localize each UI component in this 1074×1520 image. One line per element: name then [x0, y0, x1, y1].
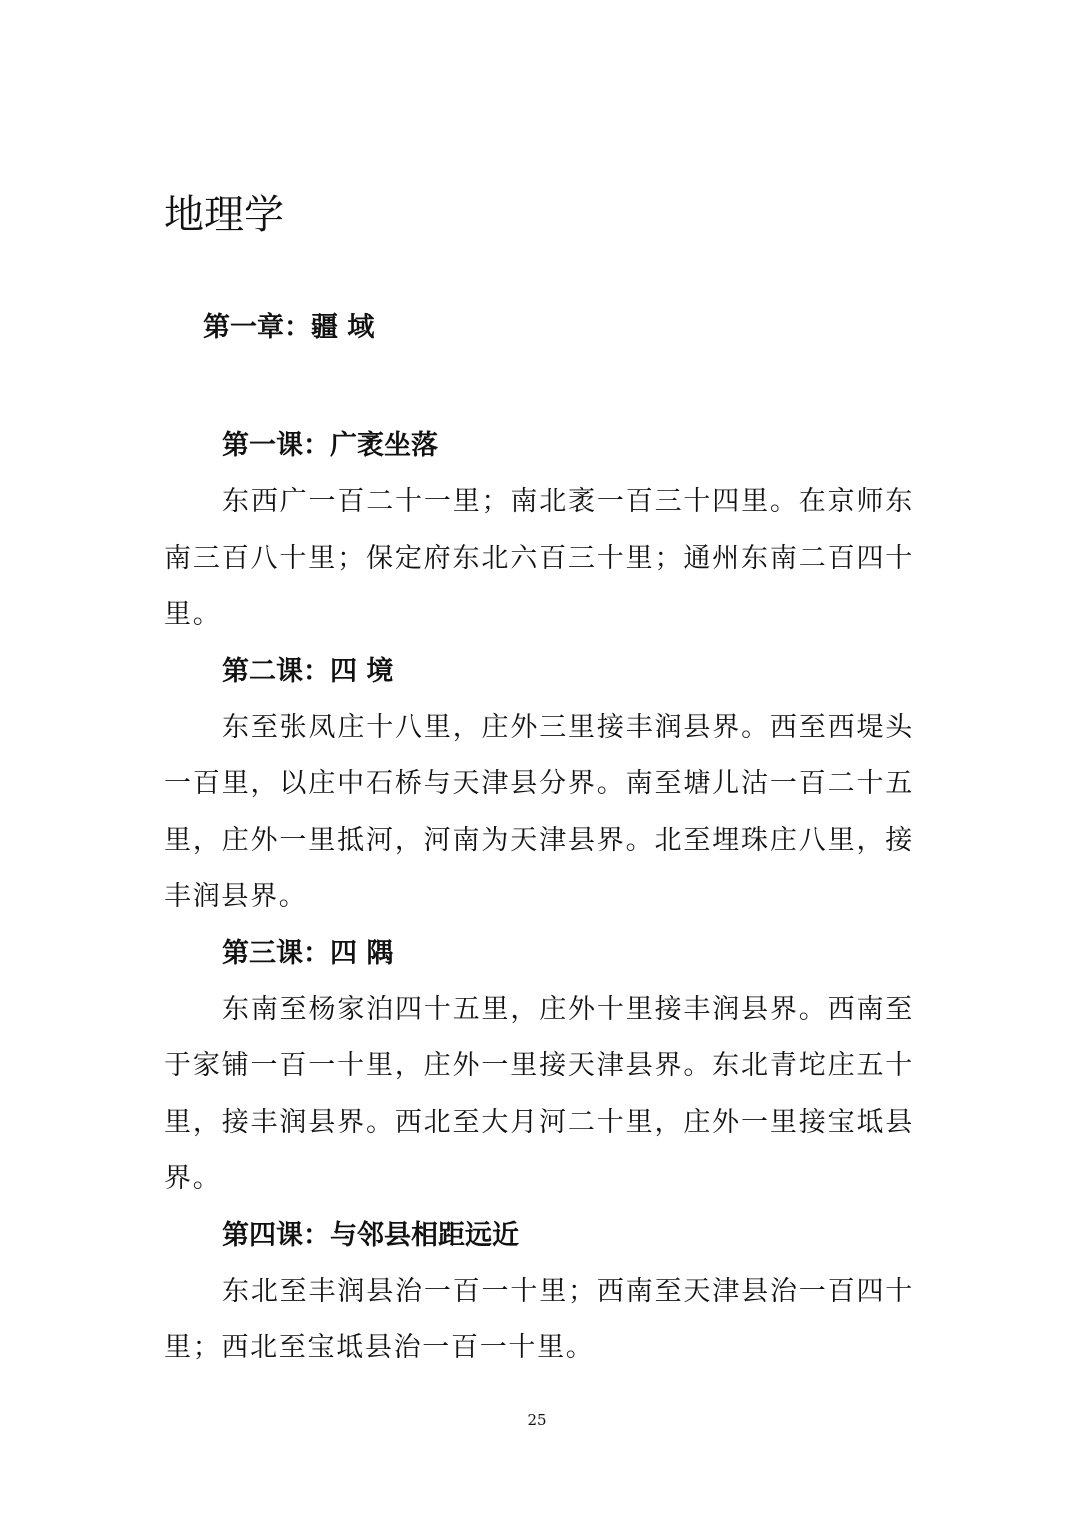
lesson-2 — [164, 644, 914, 926]
chapter-title: 第一章：疆 域 — [203, 312, 375, 343]
lesson-body: 东北至丰润县治一百一十里；西南至天津县治一百四十里；西北至宝坻县治一百一十里。 — [164, 1275, 914, 1363]
lesson-title: 第一课：广袤坐落 — [222, 430, 438, 461]
lesson-body: 东西广一百二十一里；南北袤一百三十四里。在京师东南三百八十里；保定府东北六百三十里；通州东南二百四十里。 — [164, 486, 914, 630]
lesson-body: 东南至杨家泊四十五里，庄外十里接丰润县界。西南至于家铺一百一十里，庄外一里接天津县界。东北青坨庄五十里，接丰润县界。西北至大月河二十里，庄外一里接宝坻县界。 — [164, 993, 914, 1194]
lesson-title: 第二课：四 境 — [222, 655, 394, 687]
lesson-body: 东至张凤庄十八里，庄外三里接丰润县界。西至西堤头一百里，以庄中石桥与天津县分界。南至塘儿沽一百二十五里，庄外一里抵河，河南为天津县界。北至埋珠庄八里，接丰润县界。 — [164, 711, 914, 912]
page-number: 25 — [527, 1411, 547, 1429]
lesson-list — [164, 418, 914, 1377]
book-title: 地理学 — [164, 192, 284, 238]
lesson-3 — [164, 926, 914, 1208]
lesson-4 — [164, 1208, 914, 1377]
lesson-title: 第四课：与邻县相距远近 — [222, 1219, 519, 1251]
lesson-title: 第三课：四 隅 — [222, 937, 394, 969]
lesson-1 — [164, 418, 914, 644]
